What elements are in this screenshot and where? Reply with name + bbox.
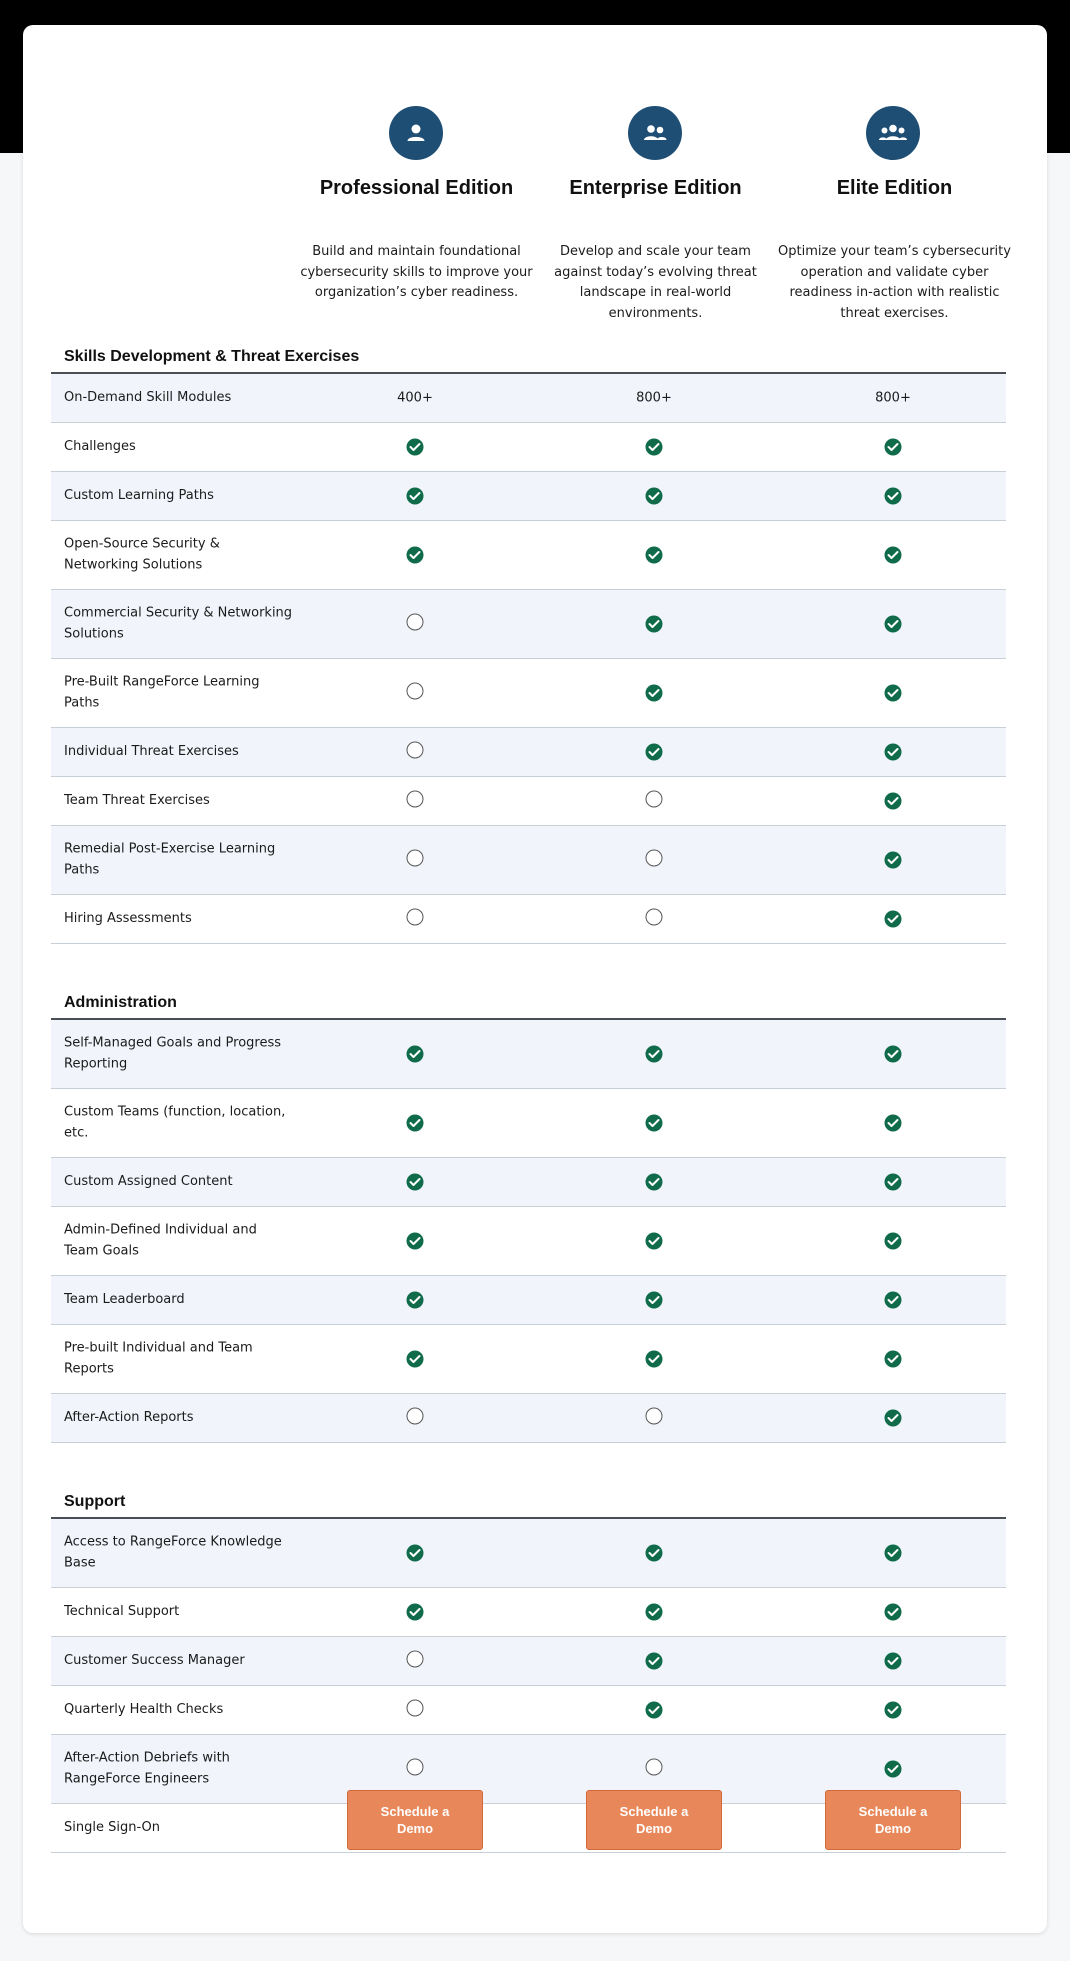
check-icon xyxy=(885,1233,902,1250)
check-icon xyxy=(646,1351,663,1368)
empty-circle-icon xyxy=(407,850,424,871)
empty-circle-icon xyxy=(407,1408,424,1429)
empty-circle-icon xyxy=(407,742,424,763)
empty-circle-icon xyxy=(407,1700,424,1721)
table-row xyxy=(51,1020,1006,1089)
table-row xyxy=(51,728,1006,777)
check-icon xyxy=(885,439,902,456)
check-icon xyxy=(885,547,902,564)
feature-label: Custom Learning Paths xyxy=(64,487,214,503)
table-row xyxy=(51,590,1006,659)
check-icon xyxy=(646,1653,663,1670)
check-icon xyxy=(885,1174,902,1191)
check-icon xyxy=(885,1702,902,1719)
feature-label: Challenges xyxy=(64,438,136,454)
empty-circle-icon xyxy=(407,909,424,930)
feature-label: Team Threat Exercises xyxy=(64,792,210,808)
empty-circle-icon xyxy=(407,614,424,635)
check-icon xyxy=(407,488,424,505)
empty-circle-icon xyxy=(646,909,663,930)
check-icon xyxy=(885,1115,902,1132)
feature-label: Team Leaderboard xyxy=(64,1291,185,1307)
table-row xyxy=(51,659,1006,728)
section-title: Administration xyxy=(64,994,177,1011)
table-row xyxy=(51,1276,1006,1325)
schedule-demo-button[interactable]: Schedule a Demo xyxy=(586,1790,722,1850)
schedule-demo-button[interactable]: Schedule a Demo xyxy=(825,1790,961,1850)
table-row xyxy=(51,895,1006,944)
check-icon xyxy=(885,685,902,702)
check-icon xyxy=(885,1046,902,1063)
feature-label: Pre-built Individual and Team Reports xyxy=(64,1340,253,1376)
check-icon xyxy=(407,1545,424,1562)
empty-circle-icon xyxy=(646,850,663,871)
check-icon xyxy=(646,1604,663,1621)
table-row xyxy=(51,1394,1006,1443)
check-icon xyxy=(646,616,663,633)
empty-circle-icon xyxy=(407,1651,424,1672)
check-icon xyxy=(885,1653,902,1670)
plan-description: Develop and scale your team against today’s evolving threat landscape in real-world environments. xyxy=(554,244,757,321)
feature-label: Customer Success Manager xyxy=(64,1652,245,1668)
check-icon xyxy=(885,1351,902,1368)
check-icon xyxy=(646,1174,663,1191)
feature-value: 800+ xyxy=(875,390,911,406)
empty-circle-icon xyxy=(407,791,424,812)
users-icon xyxy=(628,106,682,160)
table-row xyxy=(51,1588,1006,1637)
check-icon xyxy=(646,1046,663,1063)
plan-description: Build and maintain foundational cybersecurity skills to improve your organization’s cyber readiness. xyxy=(300,244,533,300)
empty-circle-icon xyxy=(646,1408,663,1429)
check-icon xyxy=(407,1233,424,1250)
check-icon xyxy=(885,1604,902,1621)
feature-label: Hiring Assessments xyxy=(64,910,192,926)
check-icon xyxy=(885,1410,902,1427)
table-row xyxy=(51,1089,1006,1158)
plan-title: Professional Edition xyxy=(319,177,514,199)
feature-label: Quarterly Health Checks xyxy=(64,1701,224,1717)
check-icon xyxy=(646,1545,663,1562)
table-row xyxy=(51,777,1006,826)
feature-label: Custom Assigned Content xyxy=(64,1173,233,1189)
empty-circle-icon xyxy=(407,1759,424,1780)
empty-circle-icon xyxy=(646,1759,663,1780)
feature-label: Self-Managed Goals and Progress Reporting xyxy=(64,1035,282,1071)
table-row xyxy=(51,1686,1006,1735)
section-title: Support xyxy=(64,1493,126,1510)
check-icon xyxy=(646,547,663,564)
schedule-demo-button[interactable]: Schedule a Demo xyxy=(347,1790,483,1850)
feature-label: Open-Source Security & Networking Solutions xyxy=(64,536,220,572)
check-icon xyxy=(407,1046,424,1063)
check-icon xyxy=(885,616,902,633)
table-row xyxy=(51,521,1006,590)
check-icon xyxy=(885,911,902,928)
table-row xyxy=(51,1637,1006,1686)
check-icon xyxy=(407,1604,424,1621)
check-icon xyxy=(885,1292,902,1309)
check-icon xyxy=(407,547,424,564)
feature-label: Individual Threat Exercises xyxy=(64,743,239,759)
table-row xyxy=(51,1519,1006,1588)
feature-label: On-Demand Skill Modules xyxy=(64,389,232,405)
table-row xyxy=(51,1325,1006,1394)
empty-circle-icon xyxy=(646,791,663,812)
check-icon xyxy=(646,1702,663,1719)
feature-value: 400+ xyxy=(397,390,433,406)
feature-label: Admin-Defined Individual and Team Goals xyxy=(64,1222,257,1258)
feature-label: Technical Support xyxy=(64,1603,180,1619)
feature-label: Pre-Built RangeForce Learning Paths xyxy=(64,674,260,710)
check-icon xyxy=(885,488,902,505)
empty-circle-icon xyxy=(407,683,424,704)
section-title: Skills Development & Threat Exercises xyxy=(64,348,360,365)
check-icon xyxy=(407,1174,424,1191)
feature-label: After-Action Reports xyxy=(64,1409,194,1425)
check-icon xyxy=(646,744,663,761)
feature-label: Remedial Post-Exercise Learning Paths xyxy=(64,841,276,877)
plan-title: Elite Edition xyxy=(836,177,953,199)
table-row xyxy=(51,374,1006,423)
check-icon xyxy=(885,852,902,869)
check-icon xyxy=(407,439,424,456)
check-icon xyxy=(885,1545,902,1562)
check-icon xyxy=(885,744,902,761)
table-row xyxy=(51,826,1006,895)
group-icon xyxy=(866,106,920,160)
check-icon xyxy=(646,1115,663,1132)
check-icon xyxy=(646,1292,663,1309)
check-icon xyxy=(646,488,663,505)
feature-label: After-Action Debriefs with RangeForce Engineers xyxy=(64,1750,230,1786)
user-icon xyxy=(389,106,443,160)
feature-label: Commercial Security & Networking Solutions xyxy=(64,605,293,641)
plan-description: Optimize your team’s cybersecurity operation and validate cyber readiness in-action with realistic threat exercises. xyxy=(778,244,1011,321)
check-icon xyxy=(407,1351,424,1368)
check-icon xyxy=(885,1761,902,1778)
check-icon xyxy=(407,1292,424,1309)
feature-label: Custom Teams (function, location, etc. xyxy=(64,1104,286,1140)
plan-title: Enterprise Edition xyxy=(569,177,742,199)
check-icon xyxy=(885,793,902,810)
table-row xyxy=(51,1158,1006,1207)
table-row xyxy=(51,1207,1006,1276)
table-row xyxy=(51,423,1006,472)
check-icon xyxy=(646,685,663,702)
comparison-card xyxy=(23,25,1047,1933)
check-icon xyxy=(407,1115,424,1132)
feature-value: 800+ xyxy=(636,390,672,406)
feature-label: Access to RangeForce Knowledge Base xyxy=(64,1534,282,1570)
feature-label: Single Sign-On xyxy=(64,1819,160,1835)
check-icon xyxy=(646,1233,663,1250)
table-row xyxy=(51,472,1006,521)
check-icon xyxy=(646,439,663,456)
